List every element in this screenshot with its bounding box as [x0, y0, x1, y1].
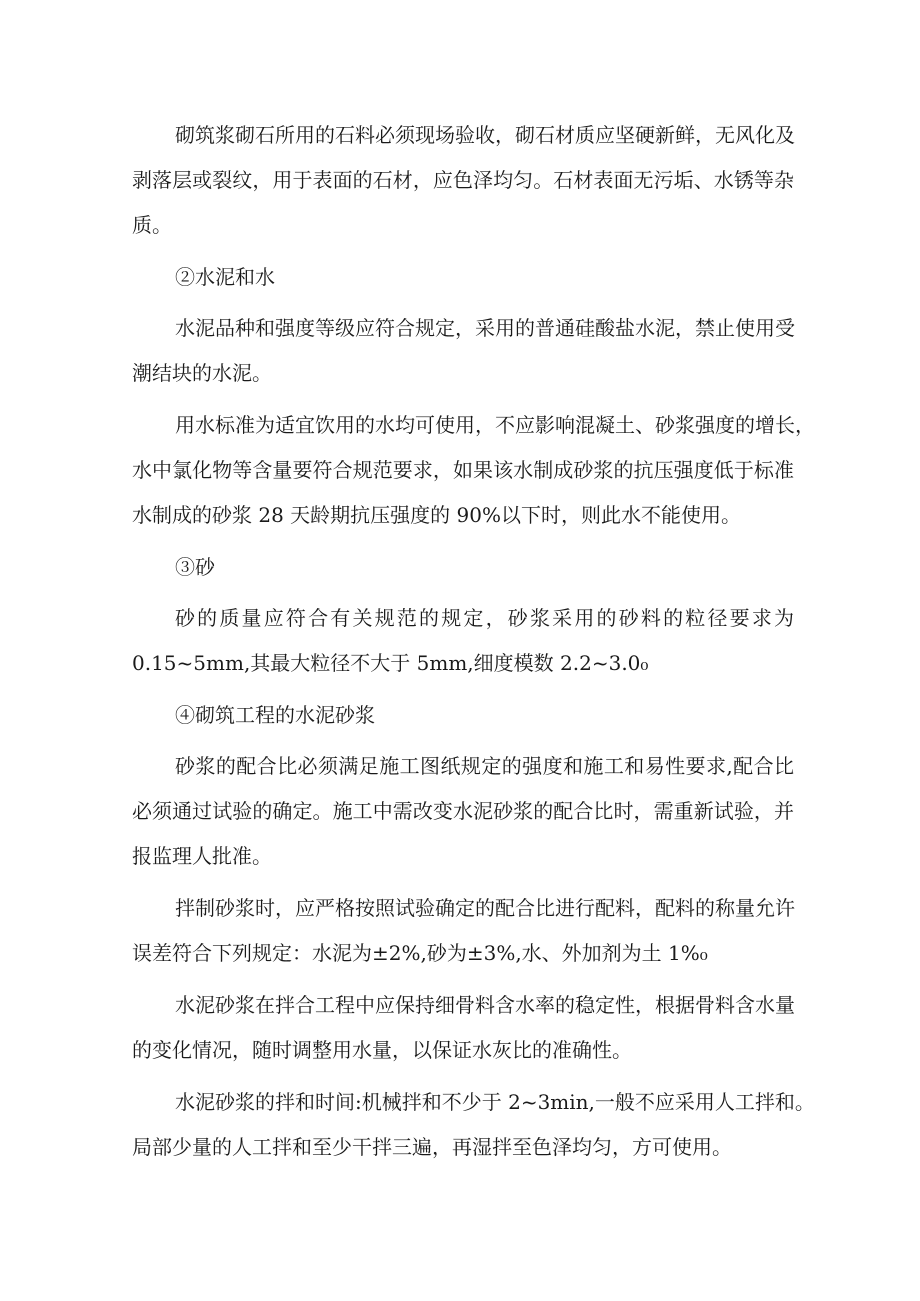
paragraph-line: 水泥砂浆的拌和时间:机械拌和不少于 2~3min,一般不应采用人工拌和。 — [175, 1090, 815, 1114]
paragraph-line: 0.15~5mm,其最大粒径不大于 5mm,细度模数 2.2~3.0₀ — [132, 651, 649, 675]
paragraph-line: 水泥品种和强度等级应符合规定，采用的普通硅酸盐水泥，禁止使用受 — [175, 316, 795, 340]
paragraph-line: 水泥砂浆在拌合工程中应保持细骨料含水率的稳定性，根据骨料含水量 — [175, 993, 795, 1017]
paragraph-line: 剥落层或裂纹，用于表面的石材，应色泽均匀。石材表面无污垢、水锈等杂 — [132, 168, 794, 192]
section-heading: ③砂 — [175, 555, 215, 579]
paragraph-line: 的变化情况，随时调整用水量，以保证水灰比的准确性。 — [132, 1038, 632, 1062]
paragraph-line: 水中氯化物等含量要符合规范要求，如果该水制成砂浆的抗压强度低于标准 — [132, 458, 794, 482]
paragraph-line: 用水标准为适宜饮用的水均可使用，不应影响混凝土、砂浆强度的增长， — [175, 413, 815, 437]
paragraph-line: 砂的质量应符合有关规范的规定，砂浆采用的砂料的粒径要求为 — [175, 606, 794, 630]
paragraph-line: 砂浆的配合比必须满足施工图纸规定的强度和施工和易性要求,配合比 — [175, 754, 794, 778]
paragraph-line: 误差符合下列规定：水泥为±2%,砂为±3%,水、外加剂为土 1%₀ — [132, 941, 708, 965]
paragraph-line: 砌筑浆砌石所用的石料必须现场验收，砌石材质应坚硬新鲜，无风化及 — [175, 123, 795, 147]
paragraph-line: 报监理人批准。 — [132, 844, 272, 868]
section-heading: ②水泥和水 — [175, 265, 275, 289]
paragraph-line: 必须通过试验的确定。施工中需改变水泥砂浆的配合比时，需重新试验，并 — [132, 799, 794, 823]
paragraph-line: 局部少量的人工拌和至少干拌三遍，再湿拌至色泽均匀，方可使用。 — [132, 1135, 732, 1159]
paragraph-line: 水制成的砂浆 28 天龄期抗压强度的 90%以下时，则此水不能使用。 — [132, 503, 741, 527]
paragraph-line: 拌制砂浆时，应严格按照试验确定的配合比进行配料，配料的称量允许 — [175, 896, 795, 920]
section-heading: ④砌筑工程的水泥砂浆 — [175, 703, 375, 727]
paragraph-line: 质。 — [132, 213, 172, 237]
paragraph-line: 潮结块的水泥。 — [132, 361, 272, 385]
